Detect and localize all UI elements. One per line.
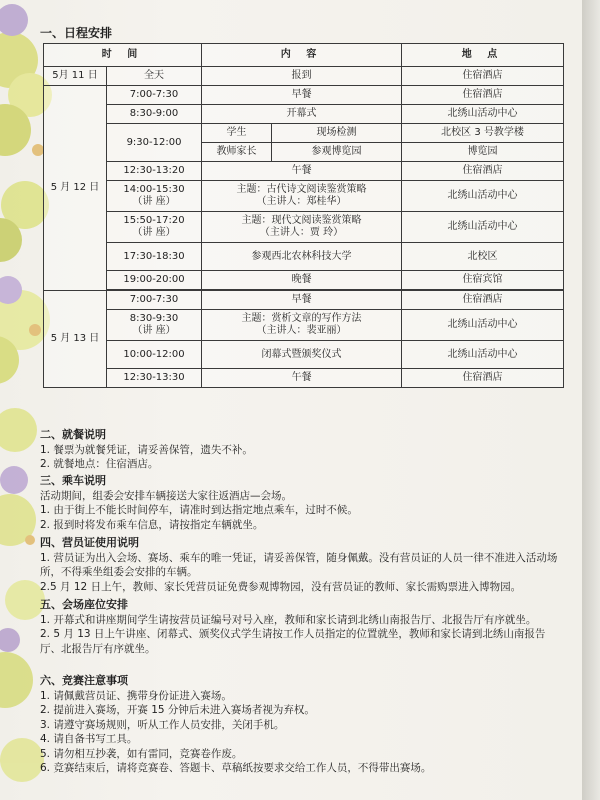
activity-cell: 参观博览园 [272, 143, 402, 162]
text-line: 1. 请佩戴营员证、携带身份证进入赛场。 [40, 689, 232, 702]
lecture-topic: 主题：古代诗文阅读鉴赏策略 [236, 184, 367, 195]
text-line: 3. 请遵守赛场规则，听从工作人员安排，关闭手机。 [40, 718, 285, 731]
time-range: 14:00-15:30 [123, 184, 185, 195]
schedule-table [43, 43, 564, 388]
time-cell: 8:30-9:00 [107, 105, 202, 124]
text-line: 1. 由于街上不能长时间停车，请准时到达指定地点乘车，过时不候。 [40, 504, 358, 516]
section-heading: 五、会场座位安排 [40, 598, 128, 611]
date-cell: 5月 11 日 [44, 67, 107, 86]
text-line: 1. 营员证为出入会场、赛场、乘车的唯一凭证，请妥善保管，随身佩戴。没有营员证的人员一律不准进入活动场所，不得乘坐组委会安排的车辆。 [40, 551, 558, 578]
content-cell: 参观西北农林科技大学 [202, 243, 402, 271]
lecture-topic: 主题：现代文阅读鉴赏策略 [241, 215, 362, 226]
time-cell: 12:30-13:20 [107, 162, 202, 181]
table-row [44, 341, 564, 369]
section-heading: 六、竞赛注意事项 [40, 674, 128, 687]
table-row [44, 291, 564, 310]
table-row [44, 243, 564, 271]
content-cell [202, 310, 402, 341]
table-header-row [44, 44, 564, 67]
content-cell [202, 212, 402, 243]
section-heading: 二、就餐说明 [40, 428, 106, 441]
time-cell: 10:00-12:00 [107, 341, 202, 369]
lecturer: （主讲人：郑桂华） [256, 196, 347, 207]
section-badge [40, 536, 560, 594]
time-cell: 7:00-7:30 [107, 86, 202, 105]
content-cell: 午餐 [202, 162, 402, 181]
session-type: （讲 座） [132, 325, 176, 336]
content-cell: 报到 [202, 67, 402, 86]
time-cell: 12:30-13:30 [107, 369, 202, 388]
section-seating [40, 598, 560, 656]
table-row [44, 124, 564, 143]
section-dining [40, 428, 560, 472]
text-line: 1. 开幕式和讲座期间学生请按营员证编号对号入座，教师和家长请到北绣山南报告厅、北报告厅有序就坐。 [40, 613, 537, 626]
content-cell: 早餐 [202, 291, 402, 310]
activity-cell: 现场检测 [272, 124, 402, 143]
time-range: 15:50-17:20 [123, 215, 185, 226]
time-range: 8:30-9:30 [129, 313, 179, 324]
table-row [44, 86, 564, 105]
text-line: 4. 请自备书写工具。 [40, 733, 138, 745]
place-cell: 北绣山活动中心 [402, 212, 564, 243]
text-line: 1. 餐票为就餐凭证，请妥善保管，遗失不补。 [40, 443, 253, 456]
participant-cell: 教师家长 [202, 143, 272, 162]
place-cell: 北校区 3 号教学楼 [402, 124, 564, 143]
content-cell: 开幕式 [202, 105, 402, 124]
text-line: 2. 就餐地点：住宿酒店。 [40, 458, 159, 470]
section-competition [40, 674, 560, 776]
header-time: 时 间 [44, 44, 202, 67]
table-row [44, 105, 564, 124]
section-heading: 三、乘车说明 [40, 474, 106, 487]
time-cell: 全天 [107, 67, 202, 86]
table-row [44, 310, 564, 341]
content-cell: 午餐 [202, 369, 402, 388]
date-cell: 5 月 12 日 [44, 86, 107, 291]
place-cell: 住宿酒店 [402, 369, 564, 388]
table-row [44, 67, 564, 86]
section-heading: 四、营员证使用说明 [40, 536, 139, 549]
text-line: 2. 提前进入赛场，开赛 15 分钟后未进入赛场者视为弃权。 [40, 704, 315, 716]
time-cell [107, 212, 202, 243]
time-cell [107, 181, 202, 212]
place-cell: 北绣山活动中心 [402, 341, 564, 369]
section-transport [40, 474, 560, 532]
place-cell: 住宿酒店 [402, 86, 564, 105]
session-type: （讲 座） [132, 196, 176, 207]
place-cell: 住宿酒店 [402, 162, 564, 181]
time-cell [107, 310, 202, 341]
time-cell: 9:30-12:00 [107, 124, 202, 162]
time-cell: 17:30-18:30 [107, 243, 202, 271]
lecturer: （主讲人：贾 玲） [259, 227, 344, 238]
table-row [44, 162, 564, 181]
header-place: 地 点 [402, 44, 564, 67]
content-cell: 闭幕式暨颁奖仪式 [202, 341, 402, 369]
table-row [44, 212, 564, 243]
text-line: 2.5 月 12 日上午，教师、家长凭营员证免费参观博物园，没有营员证的教师、家长需购票进入博物园。 [40, 580, 522, 593]
content-cell: 早餐 [202, 86, 402, 105]
content-cell: 晚餐 [202, 271, 402, 290]
lecture-topic: 主题：赏析文章的写作方法 [241, 313, 362, 324]
text-line: 2. 5 月 13 日上午讲座、闭幕式、颁奖仪式学生请按工作人员指定的位置就坐，教师和家长请到北绣山南报告厅、北报告厅有序就坐。 [40, 628, 546, 655]
date-cell: 5 月 13 日 [44, 291, 107, 388]
time-cell: 19:00-20:00 [107, 271, 202, 290]
table-row [44, 271, 564, 290]
header-content: 内 容 [202, 44, 402, 67]
place-cell: 北校区 [402, 243, 564, 271]
place-cell: 博览园 [402, 143, 564, 162]
place-cell: 北绣山活动中心 [402, 181, 564, 212]
place-cell: 住宿宾馆 [402, 271, 564, 290]
session-type: （讲 座） [132, 227, 176, 238]
text-line: 6. 竞赛结束后，请将竞赛卷、答题卡、草稿纸按要求交给工作人员，不得带出赛场。 [40, 762, 432, 774]
place-cell: 北绣山活动中心 [402, 105, 564, 124]
table-row [44, 181, 564, 212]
section-title-schedule: 一、日程安排 [40, 26, 113, 40]
table-row [44, 369, 564, 388]
participant-cell: 学生 [202, 124, 272, 143]
text-line: 5. 请勿相互抄袭，如有雷同，竞赛卷作废。 [40, 747, 243, 760]
content-cell [202, 181, 402, 212]
time-cell: 7:00-7:30 [107, 291, 202, 310]
text-line: 2. 报到时将发布乘车信息，请按指定车辆就坐。 [40, 518, 264, 531]
text-line: 活动期间，组委会安排车辆接送大家往返酒店—会场。 [40, 489, 292, 502]
place-cell: 住宿酒店 [402, 67, 564, 86]
place-cell: 北绣山活动中心 [402, 310, 564, 341]
lecturer: （主讲人：裴亚丽） [256, 325, 347, 336]
place-cell: 住宿酒店 [402, 291, 564, 310]
